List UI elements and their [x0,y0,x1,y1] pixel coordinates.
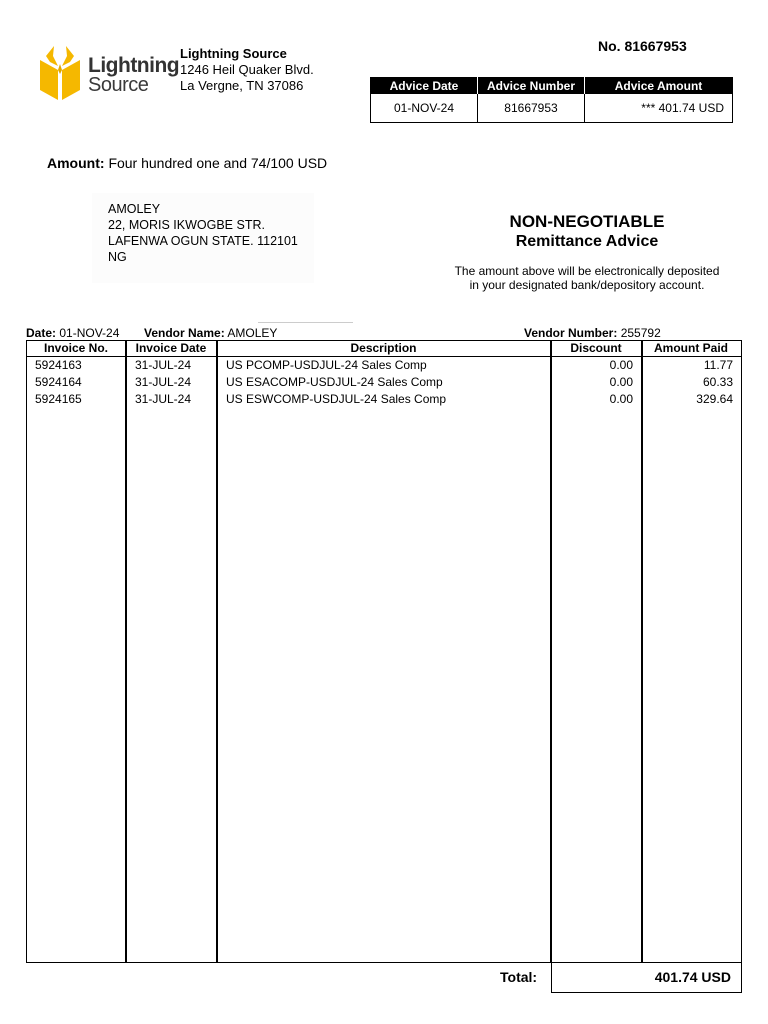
vendor-number-label: Vendor Number: [524,326,618,340]
amount-paid-header: Amount Paid [654,341,728,355]
invoice-no-header: Invoice No. [43,341,108,355]
amount-paid-cell: 11.77 [703,358,733,372]
logo-wordmark-line1: Lightning [88,54,180,77]
amount-words-value: Four hundred one and 74/100 USD [108,155,328,171]
non-negotiable-notice [420,212,754,292]
recipient-address-block [92,193,314,283]
column-divider [550,341,552,962]
advice-date-header: Advice Date [371,78,478,95]
vendor-info-row [26,326,742,341]
invoice-header-row [27,341,741,357]
advice-number-value: 81667953 [478,94,585,123]
table-row [27,374,741,391]
invoice-date-cell: 31-JUL-24 [135,375,192,389]
divider [258,322,353,323]
deposit-note-line1: The amount above will be electronically deposited [454,264,720,278]
company-address-block [180,46,314,94]
column-divider [216,341,218,962]
amount-paid-cell: 60.33 [702,375,733,389]
advice-date-value: 01-NOV-24 [393,101,455,115]
description-cell: US PCOMP-USDJUL-24 Sales Comp [226,358,427,372]
vendor-number-value: 255792 [620,326,661,340]
recipient-street: 22, MORIS IKWOGBE STR. [108,218,265,232]
date-field [26,326,119,340]
column-divider [641,341,643,962]
invoice-no-cell: 5924165 [35,392,82,406]
advice-amount-value: *** 401.74 USD [585,94,733,123]
deposit-note [420,264,754,292]
invoice-date-cell: 31-JUL-24 [135,358,192,372]
discount-cell: 0.00 [609,375,633,389]
logo-wordmark-line2: Source [88,74,149,96]
table-row [27,391,741,408]
deposit-note-line2: in your designated bank/depository account. [469,278,705,292]
table-row [27,357,741,374]
description-cell: US ESWCOMP-USDJUL-24 Sales Comp [226,392,447,406]
recipient-country: NG [108,250,127,264]
lightning-source-logo [36,44,180,104]
recipient-city-state: LAFENWA OGUN STATE. 112101 [108,234,298,248]
invoice-date-cell: 31-JUL-24 [135,392,192,406]
column-divider [125,341,127,962]
advice-summary-table [370,77,733,123]
description-header: Description [350,341,417,355]
invoice-no-cell: 5924164 [35,375,82,389]
advice-value-row [371,94,733,123]
vendor-name-value: AMOLEY [227,326,278,340]
date-value: 01-NOV-24 [59,326,120,340]
vendor-name-label: Vendor Name: [144,326,225,340]
discount-header: Discount [570,341,622,355]
invoice-date-header: Invoice Date [135,341,207,355]
company-name: Lightning Source [180,46,287,61]
notice-title: NON-NEGOTIABLE [509,212,665,231]
company-address-line2: La Vergne, TN 37086 [180,78,304,93]
date-label: Date: [26,326,57,340]
amount-in-words [47,155,327,171]
vendor-name-field [144,326,277,340]
company-address-line1: 1246 Heil Quaker Blvd. [180,62,314,77]
amount-paid-cell: 329.64 [696,392,733,406]
invoice-no-cell: 5924163 [35,358,82,372]
book-flame-logo-icon [36,44,84,102]
invoice-table [26,340,742,963]
advice-header-row [371,78,733,95]
discount-cell: 0.00 [609,358,633,372]
total-label: Total: [500,969,538,985]
vendor-number-field [524,326,661,340]
notice-subtitle: Remittance Advice [515,233,659,250]
advice-number-header: Advice Number [478,78,585,95]
discount-cell: 0.00 [609,392,633,406]
advice-number-heading: No. 81667953 [598,38,687,54]
amount-label: Amount: [47,155,105,171]
recipient-name: AMOLEY [108,202,161,216]
description-cell: US ESACOMP-USDJUL-24 Sales Comp [226,375,443,389]
invoice-rows [27,357,741,408]
total-value: 401.74 USD [551,962,742,993]
advice-amount-header: Advice Amount [585,78,733,95]
